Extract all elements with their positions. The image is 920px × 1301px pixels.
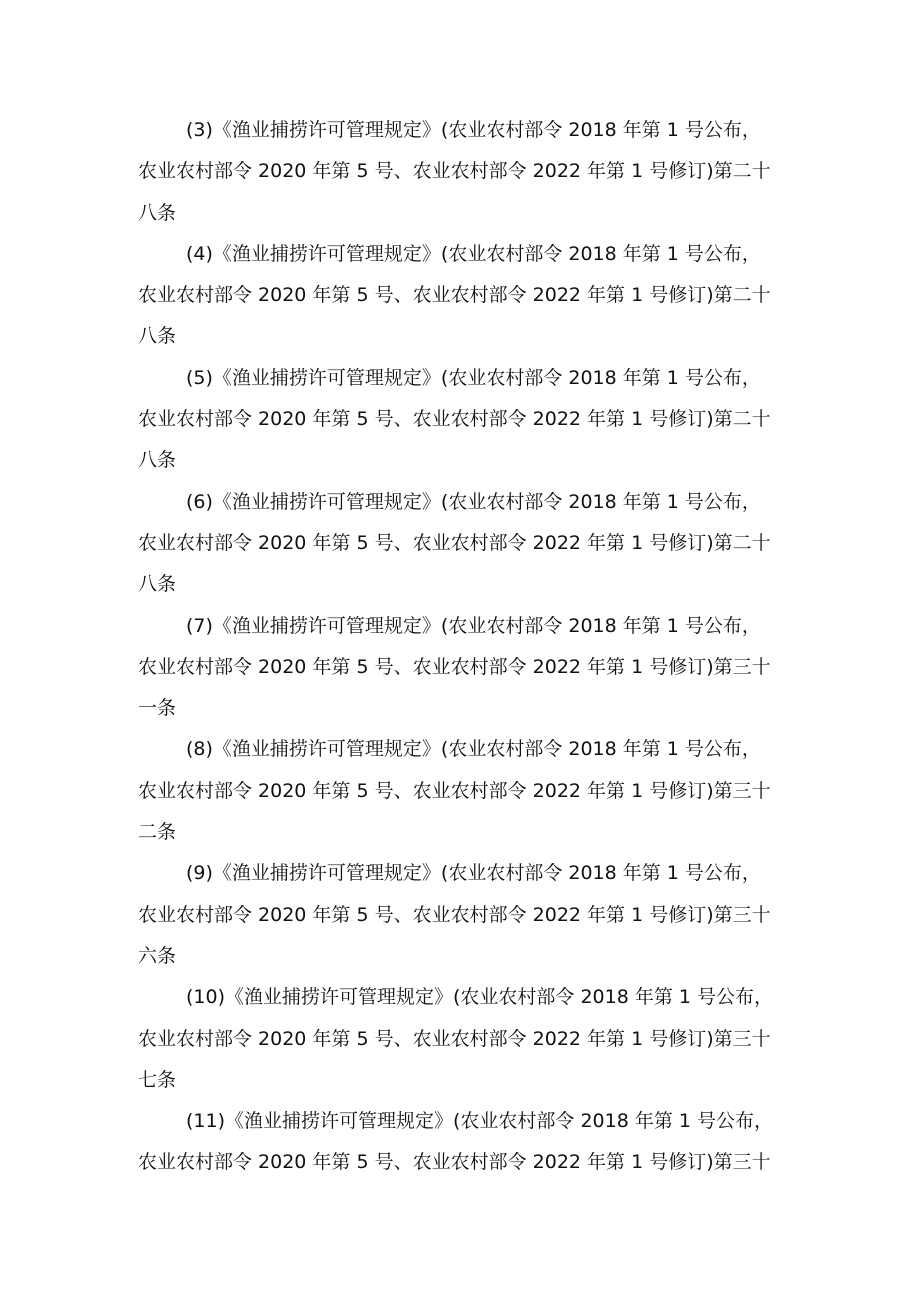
paragraph-item-11 [138,1101,798,1184]
paragraph-line: (9)《渔业捕捞许可管理规定》(农业农村部令 2018 年第 1 号公布， [186,862,761,885]
paragraph-line: (6)《渔业捕捞许可管理规定》(农业农村部令 2018 年第 1 号公布， [186,490,761,513]
paragraph-line: 二条 [138,821,177,844]
paragraph-line: 六条 [138,944,177,967]
paragraph-line: 农业农村部令 2020 年第 5 号、农业农村部令 2022 年第 1 号修订)第三十 [138,1151,771,1174]
paragraph-line: 农业农村部令 2020 年第 5 号、农业农村部令 2022 年第 1 号修订)第三十 [138,779,771,802]
paragraph-line: 农业农村部令 2020 年第 5 号、农业农村部令 2022 年第 1 号修订)第二十 [138,284,771,307]
paragraph-line: (7)《渔业捕捞许可管理规定》(农业农村部令 2018 年第 1 号公布， [186,614,761,637]
paragraph-line: (4)《渔业捕捞许可管理规定》(农业农村部令 2018 年第 1 号公布， [186,242,761,265]
paragraph-item-8 [138,729,798,853]
document-body [138,110,798,1184]
paragraph-line: (8)《渔业捕捞许可管理规定》(农业农村部令 2018 年第 1 号公布， [186,738,761,761]
paragraph-item-7 [138,606,798,730]
paragraph-line: 八条 [138,201,177,224]
paragraph-line: (11)《渔业捕捞许可管理规定》(农业农村部令 2018 年第 1 号公布， [186,1110,774,1133]
paragraph-line: 八条 [138,573,177,596]
paragraph-item-6 [138,482,798,606]
paragraph-item-10 [138,977,798,1101]
paragraph-line: (5)《渔业捕捞许可管理规定》(农业农村部令 2018 年第 1 号公布， [186,366,761,389]
paragraph-item-5 [138,358,798,482]
paragraph-line: 一条 [138,697,177,720]
paragraph-line: (3)《渔业捕捞许可管理规定》(农业农村部令 2018 年第 1 号公布， [186,119,761,141]
paragraph-line: 农业农村部令 2020 年第 5 号、农业农村部令 2022 年第 1 号修订)第三十 [138,655,771,678]
paragraph-line: 农业农村部令 2020 年第 5 号、农业农村部令 2022 年第 1 号修订)第二十 [138,408,771,431]
paragraph-line: 农业农村部令 2020 年第 5 号、农业农村部令 2022 年第 1 号修订)第二十 [138,531,771,554]
paragraph-line: 八条 [138,449,177,472]
paragraph-line: 八条 [138,325,177,348]
paragraph-item-3 [138,110,798,234]
paragraph-line: 七条 [138,1068,177,1091]
paragraph-line: 农业农村部令 2020 年第 5 号、农业农村部令 2022 年第 1 号修订)第二十 [138,160,771,183]
paragraph-line: 农业农村部令 2020 年第 5 号、农业农村部令 2022 年第 1 号修订)第三十 [138,1027,771,1050]
paragraph-item-9 [138,853,798,977]
paragraph-line: (10)《渔业捕捞许可管理规定》(农业农村部令 2018 年第 1 号公布， [186,986,774,1009]
paragraph-item-4 [138,234,798,358]
paragraph-line: 农业农村部令 2020 年第 5 号、农业农村部令 2022 年第 1 号修订)第三十 [138,903,771,926]
